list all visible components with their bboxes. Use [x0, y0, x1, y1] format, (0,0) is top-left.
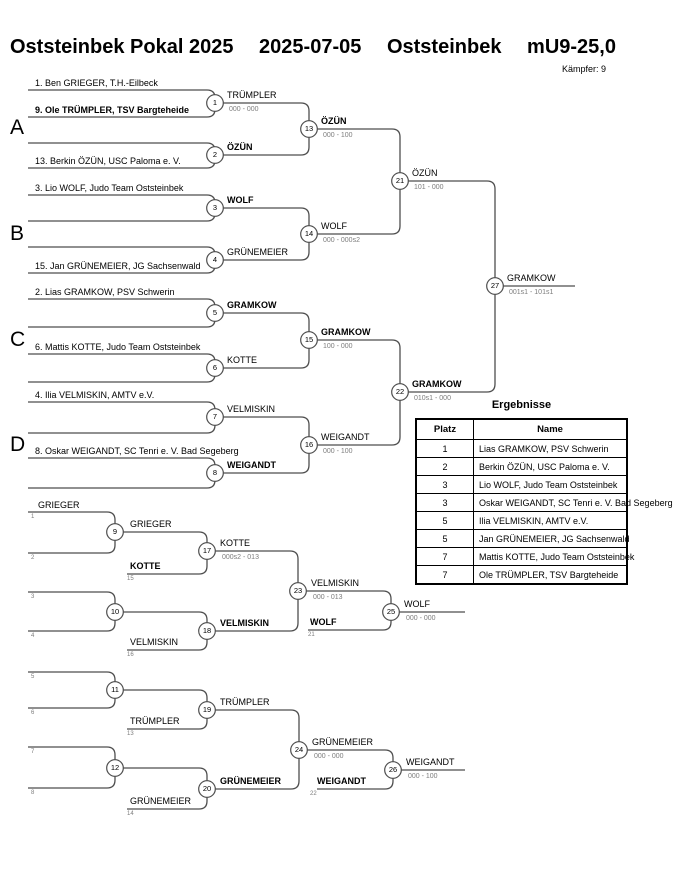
loser-source-ref: 5 [31, 674, 35, 680]
loser-source-ref: 14 [127, 811, 134, 817]
results-col-platz: Platz [416, 419, 474, 440]
table-row [416, 476, 627, 494]
pool-d-label: D [10, 433, 26, 456]
loser-source-ref: 2 [31, 555, 35, 561]
title-place: Oststeinbek [386, 36, 502, 58]
match-number: 14 [304, 229, 314, 238]
table-row [416, 512, 627, 530]
winner-label: WOLF [321, 221, 347, 231]
entry-label: 9. Ole TRÜMPLER, TSV Bargteheide [35, 105, 190, 115]
match-number: 10 [110, 607, 120, 616]
match-number: 2 [212, 150, 218, 159]
loser-source-ref: 15 [127, 576, 134, 582]
result-name: Ole TRÜMPLER, TSV Bargteheide [474, 566, 628, 585]
table-row [416, 458, 627, 476]
match-score: 000 - 000 [406, 615, 436, 622]
winner-label: GRÜNEMEIER [312, 737, 374, 747]
result-name: Berkin ÖZÜN, USC Paloma e. V. [474, 458, 628, 476]
result-rank: 1 [416, 440, 474, 458]
results-table [415, 418, 673, 585]
match-number: 24 [294, 745, 304, 754]
match-number: 18 [202, 626, 212, 635]
result-name: Oskar WEIGANDT, SC Tenri e. V. Bad Segeberg [474, 494, 628, 512]
result-name: Lio WOLF, Judo Team Oststeinbek [474, 476, 628, 494]
loser-source-ref: 6 [31, 710, 35, 716]
match-score: 000 - 000 [314, 753, 344, 760]
match-number: 4 [212, 255, 218, 264]
winner-label: TRÜMPLER [220, 697, 270, 707]
repechage-entry-label: WEIGANDT [317, 776, 366, 786]
winner-label: ÖZÜN [412, 168, 438, 178]
match-number: 26 [388, 765, 398, 774]
winner-label: WEIGANDT [227, 460, 276, 470]
result-name: Jan GRÜNEMEIER, JG Sachsenwald [474, 530, 628, 548]
entry-label: 13. Berkin ÖZÜN, USC Paloma e. V. [35, 156, 181, 166]
results-col-name: Name [474, 419, 628, 440]
match-score: 010s1 - 000 [414, 395, 451, 402]
match-number: 11 [111, 685, 119, 694]
winner-label: KOTTE [227, 355, 258, 365]
match-number: 16 [304, 440, 314, 449]
match-score: 000 - 000s2 [323, 237, 360, 244]
match-number: 5 [212, 308, 218, 317]
match-number: 22 [395, 387, 405, 396]
title-date: 2025-07-05 [259, 36, 362, 58]
winner-label: GRAMKOW [227, 300, 277, 310]
table-row [416, 530, 627, 548]
loser-source-ref: 8 [31, 790, 35, 796]
match-number: 7 [212, 412, 218, 421]
match-number: 20 [202, 784, 212, 793]
table-row [416, 440, 627, 458]
match-score: 000 - 100 [408, 773, 438, 780]
match-score: 000 - 100 [323, 132, 353, 139]
results-title: Ergebnisse [491, 399, 552, 411]
loser-source-ref: 1 [31, 514, 35, 520]
winner-label: WOLF [227, 195, 254, 205]
match-score: 001s1 - 101s1 [509, 289, 554, 296]
match-score: 000 - 000 [229, 106, 259, 113]
entry-label: 15. Jan GRÜNEMEIER, JG Sachsenwald [35, 261, 201, 271]
match-number: 6 [212, 363, 218, 372]
repechage-entry-label: GRÜNEMEIER [130, 796, 192, 806]
winner-label: GRAMKOW [321, 327, 371, 337]
match-score: 000 - 013 [313, 594, 343, 601]
table-row [416, 548, 627, 566]
winner-label: WEIGANDT [406, 757, 455, 767]
results-header-row [416, 419, 627, 440]
page-title [10, 36, 616, 59]
pool-a-label: A [10, 116, 25, 139]
loser-source-ref: 4 [31, 633, 35, 639]
match-number: 12 [110, 763, 120, 772]
winner-label: VELMISKIN [311, 578, 360, 588]
match-number: 13 [304, 124, 314, 133]
repechage-entry-label: GRIEGER [38, 500, 80, 510]
winner-label: GRAMKOW [507, 273, 556, 283]
loser-source-ref: 3 [31, 594, 35, 600]
pool-b-label: B [10, 222, 25, 245]
match-number: 3 [212, 203, 218, 212]
loser-source-ref: 13 [127, 731, 134, 737]
match-number: 8 [212, 468, 218, 477]
winner-label: VELMISKIN [220, 618, 270, 628]
title-event: Oststeinbek Pokal 2025 [10, 36, 234, 58]
result-name: Lias GRAMKOW, PSV Schwerin [474, 440, 628, 458]
entry-label: 2. Lias GRAMKOW, PSV Schwerin [35, 287, 175, 297]
result-rank: 5 [416, 512, 474, 530]
winner-label: ÖZÜN [321, 116, 347, 126]
winner-label: VELMISKIN [227, 404, 276, 414]
entry-label: 6. Mattis KOTTE, Judo Team Oststeinbek [35, 342, 201, 352]
result-rank: 5 [416, 530, 474, 548]
match-score: 101 - 000 [414, 184, 444, 191]
match-score: 000s2 - 013 [222, 554, 259, 561]
winner-label: GRÜNEMEIER [220, 776, 282, 786]
loser-source-ref: 21 [308, 632, 315, 638]
entry-label: 3. Lio WOLF, Judo Team Oststeinbek [35, 183, 184, 193]
match-number: 19 [202, 705, 212, 714]
winner-label: WOLF [404, 599, 430, 609]
match-number: 9 [112, 527, 118, 536]
result-rank: 7 [416, 566, 474, 585]
result-name: Mattis KOTTE, Judo Team Oststeinbek [474, 548, 628, 566]
result-rank: 3 [416, 494, 474, 512]
winner-label: ÖZÜN [227, 142, 253, 152]
match-number: 25 [386, 607, 396, 616]
table-row [416, 566, 627, 585]
loser-source-ref: 22 [310, 791, 317, 797]
pool-c-label: C [10, 328, 26, 351]
winner-label: TRÜMPLER [227, 90, 277, 100]
result-rank: 7 [416, 548, 474, 566]
result-rank: 3 [416, 476, 474, 494]
fighter-count: Kämpfer: 9 [561, 64, 606, 74]
repechage-entry-label: TRÜMPLER [130, 716, 180, 726]
match-number: 23 [293, 586, 303, 595]
match-number: 27 [490, 281, 500, 290]
result-name: Ilia VELMISKIN, AMTV e.V. [474, 512, 628, 530]
winner-label: GRÜNEMEIER [227, 247, 289, 257]
match-number: 15 [304, 335, 314, 344]
match-number: 1 [212, 98, 218, 107]
result-rank: 2 [416, 458, 474, 476]
match-number: 21 [395, 176, 405, 185]
loser-source-ref: 16 [127, 652, 134, 658]
winner-label: GRIEGER [130, 519, 172, 529]
entry-label: 4. Ilia VELMISKIN, AMTV e.V. [35, 390, 155, 400]
title-category: mU9-25,0 [527, 36, 616, 58]
entry-label: 8. Oskar WEIGANDT, SC Tenri e. V. Bad Segeberg [35, 446, 239, 456]
match-score: 100 - 000 [323, 343, 353, 350]
repechage-entry-label: WOLF [310, 617, 337, 627]
entry-label: 1. Ben GRIEGER, T.H.-Eilbeck [35, 78, 158, 88]
match-number: 17 [202, 546, 212, 555]
repechage-entry-label: KOTTE [130, 561, 161, 571]
winner-label: WEIGANDT [321, 432, 370, 442]
loser-source-ref: 7 [31, 749, 35, 755]
winner-label: GRAMKOW [412, 379, 462, 389]
table-row [416, 494, 627, 512]
repechage-entry-label: VELMISKIN [130, 637, 179, 647]
winner-label: KOTTE [220, 538, 251, 548]
match-score: 000 - 100 [323, 448, 353, 455]
